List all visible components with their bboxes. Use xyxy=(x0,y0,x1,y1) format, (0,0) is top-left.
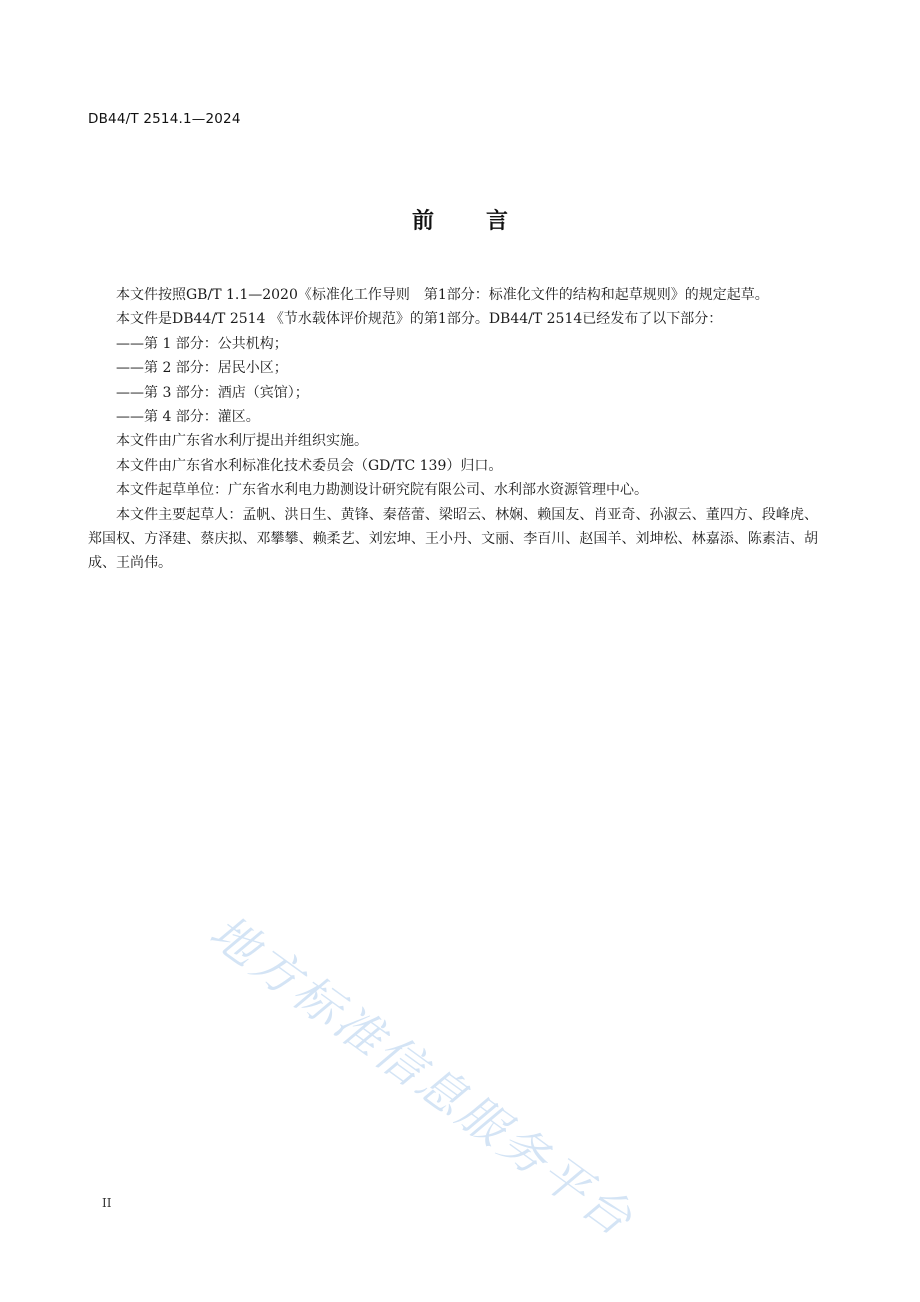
paragraph-drafting-units: 本文件起草单位：广东省水利电力勘测设计研究院有限公司、水利部水资源管理中心。 xyxy=(116,482,648,499)
list-item-part-4: ——第 4 部分：灌区。 xyxy=(116,409,260,426)
list-item-part-2: ——第 2 部分：居民小区； xyxy=(116,360,288,377)
paragraph-proposer: 本文件由广东省水利厅提出并组织实施。 xyxy=(116,433,368,450)
paragraph-drafters: 本文件主要起草人：孟帆、洪日生、黄锋、秦蓓蕾、梁昭云、林娴、赖国友、肖亚奇、孙淑云、董四方、段峰虎、郑国权、方泽建、蔡庆拟、邓攀攀、赖柔艺、刘宏坤、王小丹、文丽、李百川、赵国羊、刘坤松、林嘉添、陈素洁、胡成、王尚伟。 xyxy=(88,506,818,572)
paragraph-committee: 本文件由广东省水利标准化技术委员会（GD/TC 139）归口。 xyxy=(116,457,503,474)
document-body xyxy=(88,283,818,576)
page-number: II xyxy=(102,1196,112,1210)
page-title: 前言 xyxy=(411,209,560,234)
watermark-text: 地方标准信息服务平台 xyxy=(199,904,645,1249)
paragraph-part-statement: 本文件是DB44/T 2514 《节水载体评价规范》的第1部分。DB44/T 2514已经发布了以下部分： xyxy=(116,311,723,328)
document-code: DB44/T 2514.1—2024 xyxy=(88,111,241,127)
list-item-part-1: ——第 1 部分：公共机构； xyxy=(116,335,288,352)
paragraph-drafting-basis: 本文件按照GB/T 1.1—2020《标准化工作导则 第1部分：标准化文件的结构和起草规则》的规定起草。 xyxy=(116,287,769,303)
list-item-part-3: ——第 3 部分：酒店（宾馆）； xyxy=(116,384,309,401)
